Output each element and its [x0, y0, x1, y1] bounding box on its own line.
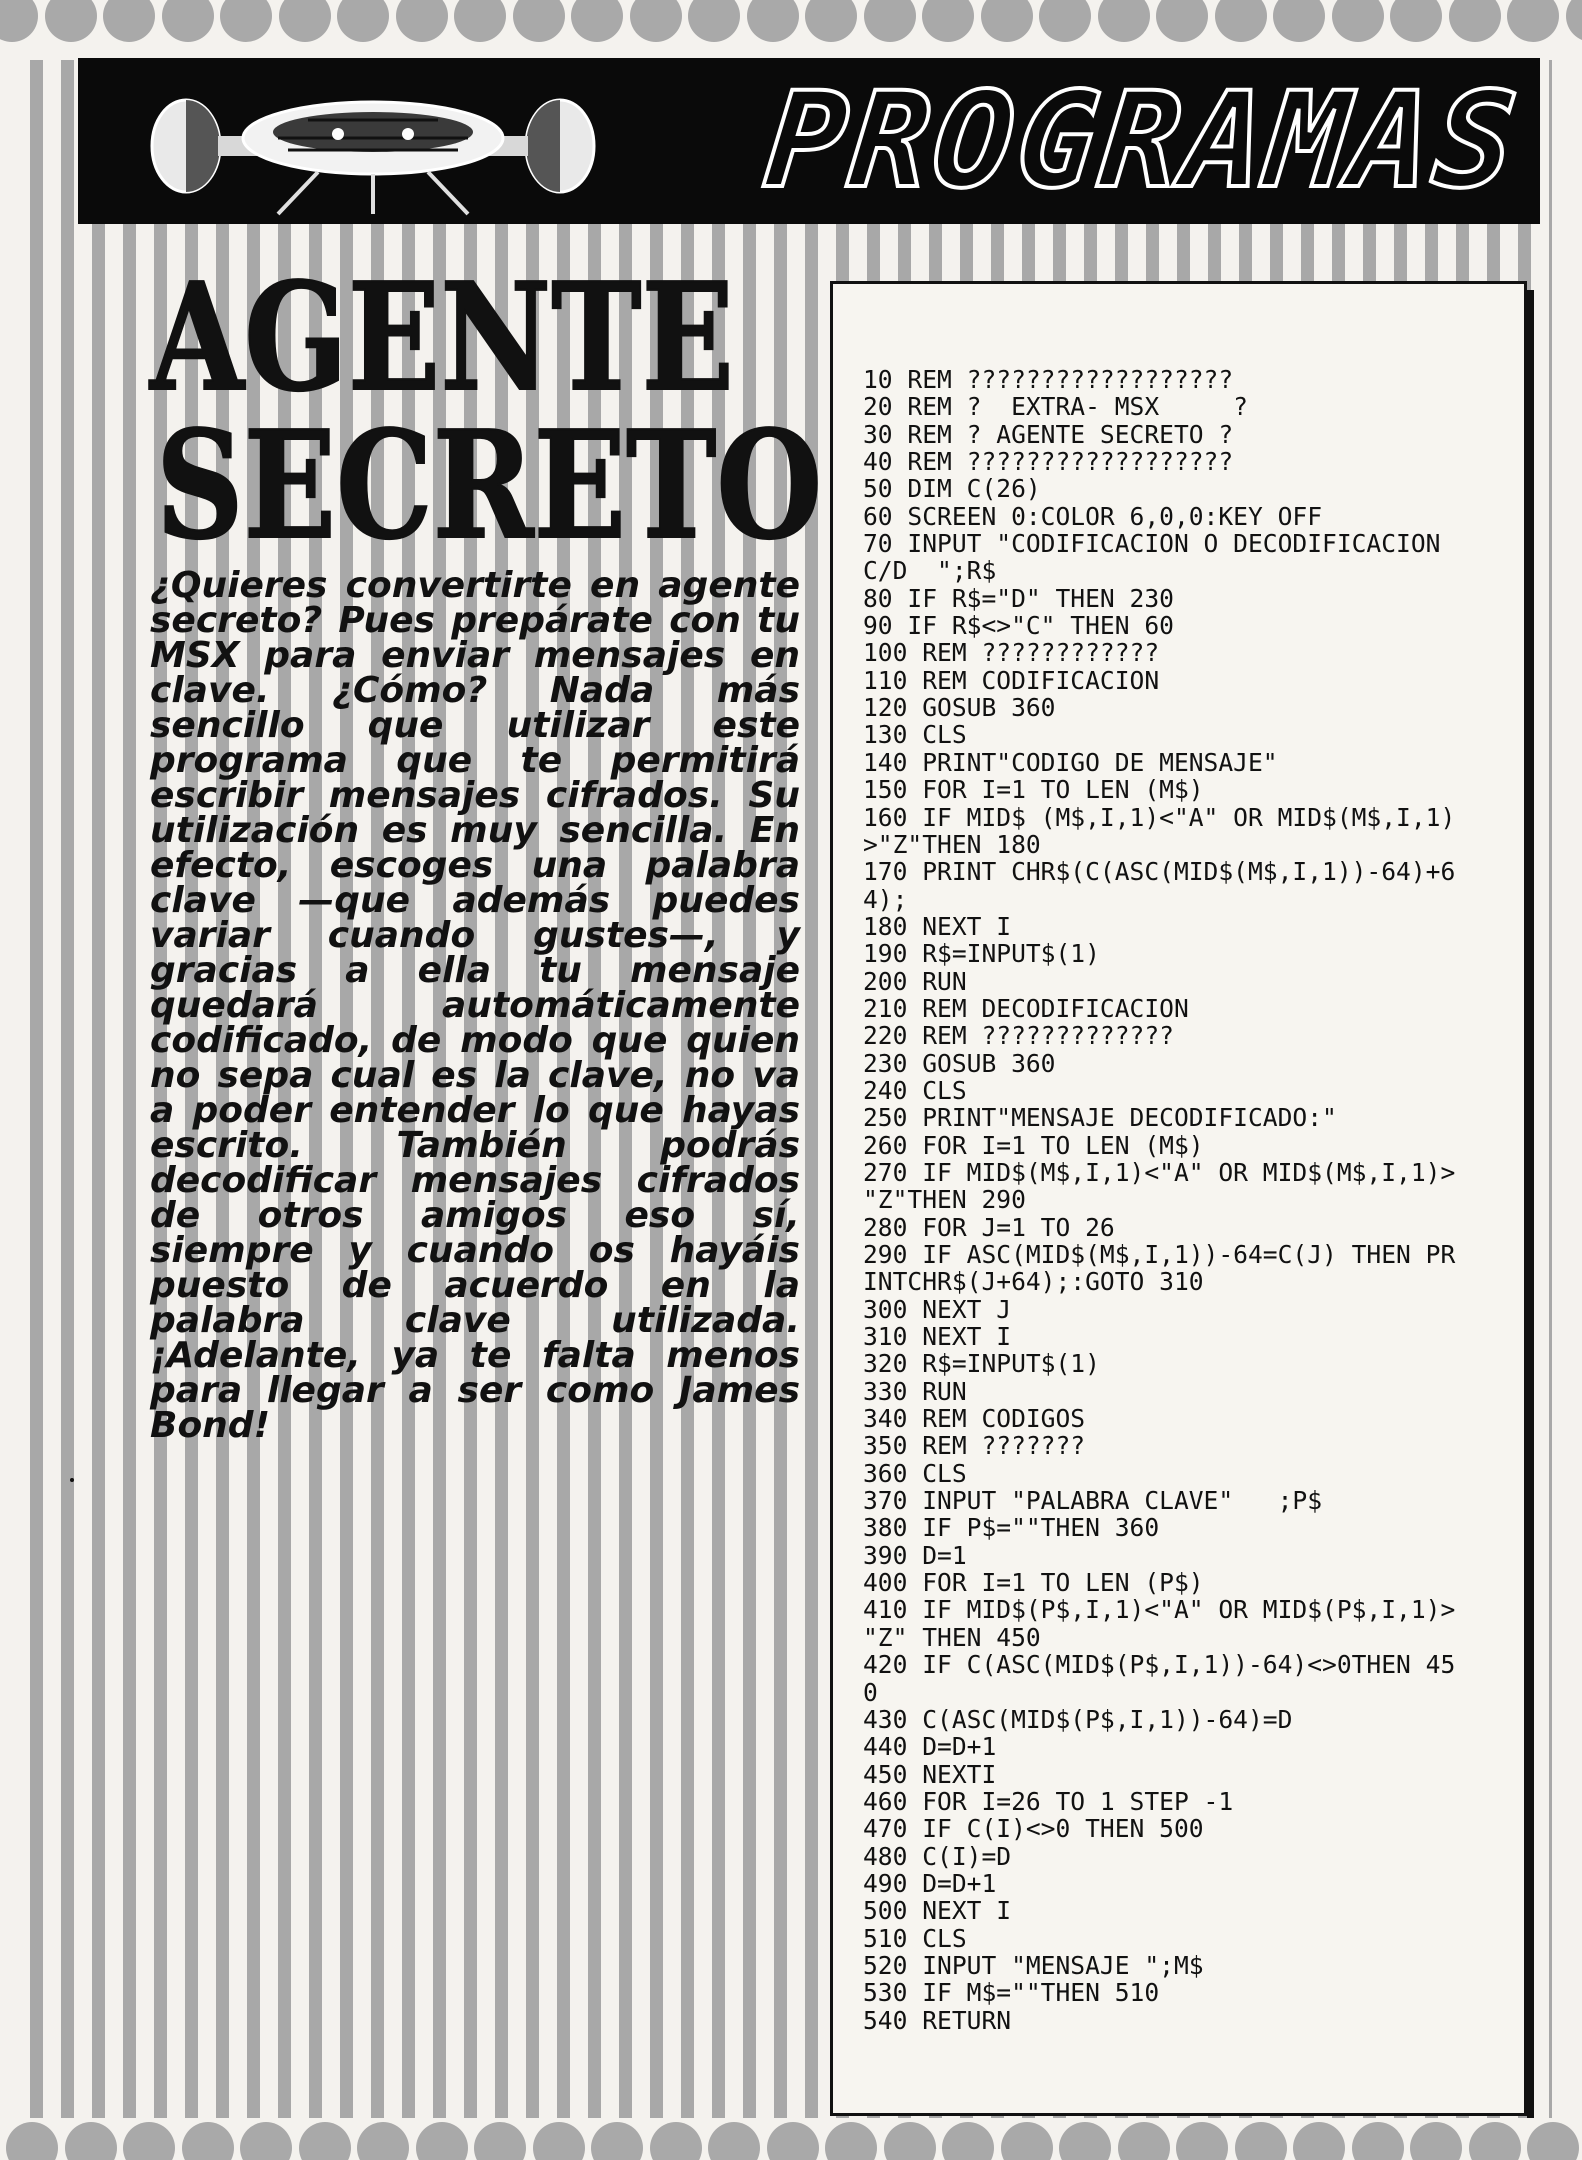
code-line: 500 NEXT I: [863, 1896, 1012, 1926]
code-line: 50 DIM C(26): [863, 474, 1041, 504]
border-dot: [1235, 2122, 1287, 2160]
border-dot: [747, 0, 799, 42]
border-dot: [1118, 2122, 1170, 2160]
border-dot: [45, 0, 97, 42]
code-line: 0: [863, 1677, 878, 1707]
border-dot: [474, 2122, 526, 2160]
code-line: "Z"THEN 290: [863, 1185, 1026, 1215]
print-speck: [70, 1478, 74, 1482]
basic-listing: [863, 366, 1513, 2034]
code-line: 450 NEXTI: [863, 1759, 997, 1789]
code-line: 190 R$=INPUT$(1): [863, 939, 1100, 969]
border-dot: [864, 0, 916, 42]
code-line: 280 FOR J=1 TO 26: [863, 1212, 1115, 1242]
article-title-line2: SECRETO: [156, 398, 823, 572]
border-dot: [630, 0, 682, 42]
border-dot: [1059, 2122, 1111, 2160]
border-dot: [220, 0, 272, 42]
border-dot: [6, 2122, 58, 2160]
border-dot: [571, 0, 623, 42]
border-dot: [182, 2122, 234, 2160]
border-dot: [1156, 0, 1208, 42]
code-line: 250 PRINT"MENSAJE DECODIFICADO:": [863, 1103, 1337, 1133]
section-title: PROGRAMAS: [758, 64, 1527, 218]
border-dot: [454, 0, 506, 42]
border-dot: [825, 2122, 877, 2160]
border-dot: [337, 0, 389, 42]
code-line: 240 CLS: [863, 1075, 967, 1105]
code-line: 410 IF MID$(P$,I,1)<"A" OR MID$(P$,I,1)>: [863, 1595, 1456, 1625]
border-dot: [1293, 2122, 1345, 2160]
border-dot: [279, 0, 331, 42]
border-dot: [1001, 2122, 1053, 2160]
border-dot: [708, 2122, 760, 2160]
code-line: 490 D=D+1: [863, 1868, 997, 1898]
code-line: 40 REM ??????????????????: [863, 447, 1234, 477]
article-intro: [150, 565, 800, 1446]
border-dot: [513, 0, 565, 42]
border-dot: [1566, 0, 1582, 42]
border-dot: [591, 2122, 643, 2160]
code-line: 160 IF MID$ (M$,I,1)<"A" OR MID$(M$,I,1): [863, 802, 1456, 832]
border-dot: [981, 0, 1033, 42]
code-line: 510 CLS: [863, 1923, 967, 1953]
border-dot: [922, 0, 974, 42]
border-dot: [162, 0, 214, 42]
border-dot: [1410, 2122, 1462, 2160]
code-line: 400 FOR I=1 TO LEN (P$): [863, 1568, 1204, 1598]
border-dot: [1390, 0, 1442, 42]
code-line: 530 IF M$=""THEN 510: [863, 1978, 1160, 2008]
code-line: 440 D=D+1: [863, 1732, 997, 1762]
border-dot: [533, 2122, 585, 2160]
code-line: 110 REM CODIFICACION: [863, 665, 1160, 695]
border-dot: [1273, 0, 1325, 42]
bottom-dot-border: [0, 2118, 1582, 2160]
border-dot: [396, 0, 448, 42]
code-line: 260 FOR I=1 TO LEN (M$): [863, 1130, 1204, 1160]
border-dot: [1176, 2122, 1228, 2160]
article-title-line1: AGENTE: [150, 250, 735, 424]
code-line: 290 IF ASC(MID$(M$,I,1))-64=C(J) THEN PR: [863, 1240, 1456, 1269]
code-line: 140 PRINT"CODIGO DE MENSAJE": [863, 747, 1278, 777]
border-dot: [1507, 0, 1559, 42]
border-dot: [1098, 0, 1150, 42]
code-line: INTCHR$(J+64);:GOTO 310: [863, 1267, 1204, 1297]
code-line: 90 IF R$<>"C" THEN 60: [863, 611, 1174, 641]
spaceship-illustration-icon: [138, 76, 608, 216]
code-line: 130 CLS: [863, 720, 967, 750]
code-line: 100 REM ????????????: [863, 638, 1160, 668]
code-line: 430 C(ASC(MID$(P$,I,1))-64)=D: [863, 1704, 1293, 1734]
code-line: 480 C(I)=D: [863, 1841, 1012, 1871]
code-line: 340 REM CODIGOS: [863, 1404, 1086, 1434]
code-line: 470 IF C(I)<>0 THEN 500: [863, 1814, 1204, 1844]
border-dot: [1469, 2122, 1521, 2160]
code-line: 370 INPUT "PALABRA CLAVE" ;P$: [863, 1486, 1323, 1516]
code-line: 10 REM ??????????????????: [863, 365, 1234, 394]
top-dot-border: [0, 0, 1582, 44]
code-line: 200 RUN: [863, 966, 967, 996]
border-dot: [1039, 0, 1091, 42]
code-line: 230 GOSUB 360: [863, 1048, 1056, 1078]
border-dot: [1527, 2122, 1579, 2160]
border-dot: [240, 2122, 292, 2160]
border-dot: [688, 0, 740, 42]
code-line: 210 REM DECODIFICACION: [863, 993, 1189, 1023]
border-dot: [416, 2122, 468, 2160]
code-line: 170 PRINT CHR$(C(ASC(MID$(M$,I,1))-64)+6: [863, 857, 1456, 887]
code-line: 150 FOR I=1 TO LEN (M$): [863, 775, 1204, 805]
code-line: 460 FOR I=26 TO 1 STEP -1: [863, 1786, 1234, 1816]
border-dot: [65, 2122, 117, 2160]
code-line: 310 NEXT I: [863, 1322, 1012, 1352]
code-line: 80 IF R$="D" THEN 230: [863, 583, 1174, 613]
border-dot: [650, 2122, 702, 2160]
border-dot: [0, 0, 38, 42]
code-line: 220 REM ?????????????: [863, 1021, 1174, 1051]
code-line: 30 REM ? AGENTE SECRETO ?: [863, 419, 1234, 449]
code-line: 360 CLS: [863, 1458, 967, 1488]
code-line: 4);: [863, 884, 908, 914]
border-dot: [942, 2122, 994, 2160]
code-line: 270 IF MID$(M$,I,1)<"A" OR MID$(M$,I,1)>: [863, 1157, 1456, 1187]
code-line: >"Z"THEN 180: [863, 829, 1041, 859]
code-line: 300 NEXT J: [863, 1294, 1012, 1324]
code-line: C/D ";R$: [863, 556, 997, 586]
code-line: 420 IF C(ASC(MID$(P$,I,1))-64)<>0THEN 45: [863, 1650, 1456, 1680]
code-line: "Z" THEN 450: [863, 1622, 1041, 1652]
border-dot: [1215, 0, 1267, 42]
border-dot: [1332, 0, 1384, 42]
code-line: 540 RETURN: [863, 2005, 1012, 2035]
code-line: 390 D=1: [863, 1540, 967, 1570]
border-dot: [123, 2122, 175, 2160]
border-dot: [299, 2122, 351, 2160]
article-intro-text: ¿Quieres convertirte en agente secreto? Pues prepárate con tu MSX para enviar mensajes en clave. ¿Cómo? Nada más sencillo que utilizar este programa que te permitirá escribir mensajes cifrados. Su utilización es muy sencilla. En efecto, escoges una palabra clave —que además puedes variar cuando gustes—, y gracias a ella tu mensaje quedará automáticamente codificado, de modo que quien no sepa cual es la clave, no va a poder entender lo que hayas escrito. También podrás decodificar mensajes cifrados de otros amigos eso sí, siempre y cuando os hayáis puesto de acuerdo en la palabra clave utilizada. ¡Adelante, ya te falta menos para llegar a ser como James Bond!: [150, 565, 800, 1446]
border-dot: [357, 2122, 409, 2160]
code-line: 70 INPUT "CODIFICACION O DECODIFICACION: [863, 529, 1441, 559]
border-dot: [767, 2122, 819, 2160]
code-line: 330 RUN: [863, 1376, 967, 1406]
code-line: 320 R$=INPUT$(1): [863, 1349, 1100, 1379]
border-dot: [1352, 2122, 1404, 2160]
border-dot: [805, 0, 857, 42]
code-line: 120 GOSUB 360: [863, 693, 1056, 723]
code-line: 350 REM ???????: [863, 1431, 1086, 1461]
border-dot: [1449, 0, 1501, 42]
section-banner: [78, 58, 1540, 224]
border-dot: [103, 0, 155, 42]
code-line: 180 NEXT I: [863, 911, 1012, 941]
code-line: 520 INPUT "MENSAJE ";M$: [863, 1950, 1204, 1980]
code-line: 60 SCREEN 0:COLOR 6,0,0:KEY OFF: [863, 501, 1323, 531]
code-line: 20 REM ? EXTRA- MSX ?: [863, 392, 1248, 422]
code-line: 380 IF P$=""THEN 360: [863, 1513, 1160, 1543]
program-listing-box: [830, 281, 1527, 2116]
border-dot: [884, 2122, 936, 2160]
